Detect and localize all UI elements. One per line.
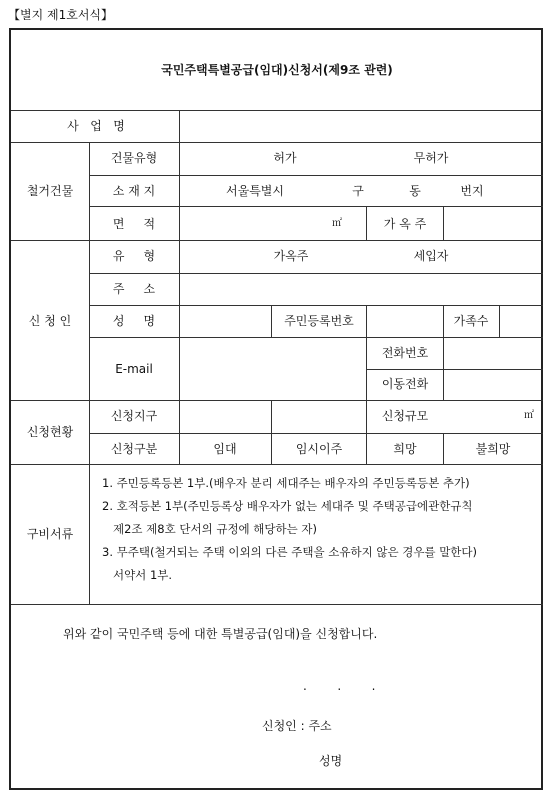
application-form	[9, 28, 543, 790]
scale-unit: ㎡	[524, 410, 534, 421]
applicant-name-label: 성 명	[112, 314, 156, 328]
phone-label: 전화번호	[381, 346, 429, 360]
district-label: 신청지구	[110, 409, 158, 423]
divider	[443, 305, 444, 337]
business-name-field[interactable]	[180, 111, 543, 142]
email-label: E-mail	[115, 362, 153, 376]
building-type-label: 건물유형	[110, 151, 158, 165]
document-item: 3. 무주택(철거되는 주택 이외의 다른 주택을 소유하지 않은 경우를 말한다)	[102, 545, 478, 559]
divider	[89, 433, 543, 434]
category-no-wish[interactable]: 불희망	[475, 442, 511, 456]
divider	[11, 400, 543, 401]
divider	[179, 110, 180, 464]
building-location-label: 소 재 지	[112, 184, 156, 198]
category-temp-relocation[interactable]: 임시이주	[295, 442, 343, 456]
applicant-type-owner[interactable]: 가옥주	[273, 249, 309, 263]
category-rental[interactable]: 임대	[213, 442, 237, 456]
divider	[366, 369, 543, 370]
divider	[11, 240, 543, 241]
divider	[271, 400, 272, 464]
area-unit: ㎡	[332, 218, 342, 229]
documents-section-label: 구비서류	[26, 527, 74, 541]
category-wish[interactable]: 희망	[393, 442, 417, 456]
documents-list	[102, 472, 537, 587]
mobile-label: 이동전화	[381, 377, 429, 391]
divider	[271, 305, 272, 337]
business-name-label: 사 업 명	[67, 119, 125, 133]
document-item: 제2조 제8호 단서의 규정에 해당하는 자)	[102, 522, 317, 536]
divider	[11, 604, 543, 605]
divider	[89, 206, 543, 207]
applicant-address-label: 주 소	[112, 282, 156, 296]
divider	[366, 400, 367, 464]
applicant-name-signature: 성명	[319, 754, 343, 768]
category-label: 신청구분	[110, 442, 158, 456]
applicant-section-label: 신 청 인	[28, 314, 72, 328]
divider	[89, 337, 543, 338]
location-city: 서울특별시	[226, 184, 284, 198]
building-type-permitted[interactable]: 허가	[273, 151, 297, 165]
family-count-label: 가족수	[453, 314, 489, 328]
date-line: . . .	[303, 679, 376, 693]
divider	[11, 142, 543, 143]
divider	[443, 206, 444, 240]
location-dong: 동	[409, 184, 421, 198]
applicant-type-tenant[interactable]: 세입자	[413, 249, 449, 263]
location-gu: 구	[352, 184, 364, 198]
rrn-label: 주민등록번호	[284, 314, 354, 328]
divider	[443, 337, 444, 400]
divider	[366, 206, 367, 240]
divider	[443, 433, 444, 464]
status-section-label: 신청현황	[26, 425, 74, 439]
divider	[89, 273, 543, 274]
divider	[89, 305, 543, 306]
divider	[499, 305, 500, 337]
divider	[366, 305, 367, 400]
document-item: 2. 호적등본 1부(주민등록상 배우자가 없는 세대주 및 주택공급에관한규칙	[102, 499, 473, 513]
building-type-unpermitted[interactable]: 무허가	[413, 151, 449, 165]
divider	[11, 464, 543, 465]
building-owner-label: 가 옥 주	[383, 217, 427, 231]
applicant-address-signature: 신청인 : 주소	[262, 719, 332, 733]
scale-label: 신청규모	[381, 409, 429, 423]
document-item: 1. 주민등록등본 1부.(배우자 분리 세대주는 배우자의 주민등록등본 추가)	[102, 476, 470, 490]
divider	[89, 175, 543, 176]
document-item: 서약서 1부.	[102, 568, 173, 582]
form-title: 국민주택특별공급(임대)신청서(제9조 관련)	[161, 63, 393, 77]
divider	[89, 142, 90, 604]
building-area-label: 면 적	[112, 217, 156, 231]
building-section-label: 철거건물	[26, 184, 74, 198]
form-caption: 【별지 제1호서식】	[8, 8, 114, 22]
location-beonji: 번지	[460, 184, 484, 198]
applicant-type-label: 유 형	[112, 249, 156, 263]
declaration-statement: 위와 같이 국민주택 등에 대한 특별공급(임대)을 신청합니다.	[63, 627, 378, 641]
